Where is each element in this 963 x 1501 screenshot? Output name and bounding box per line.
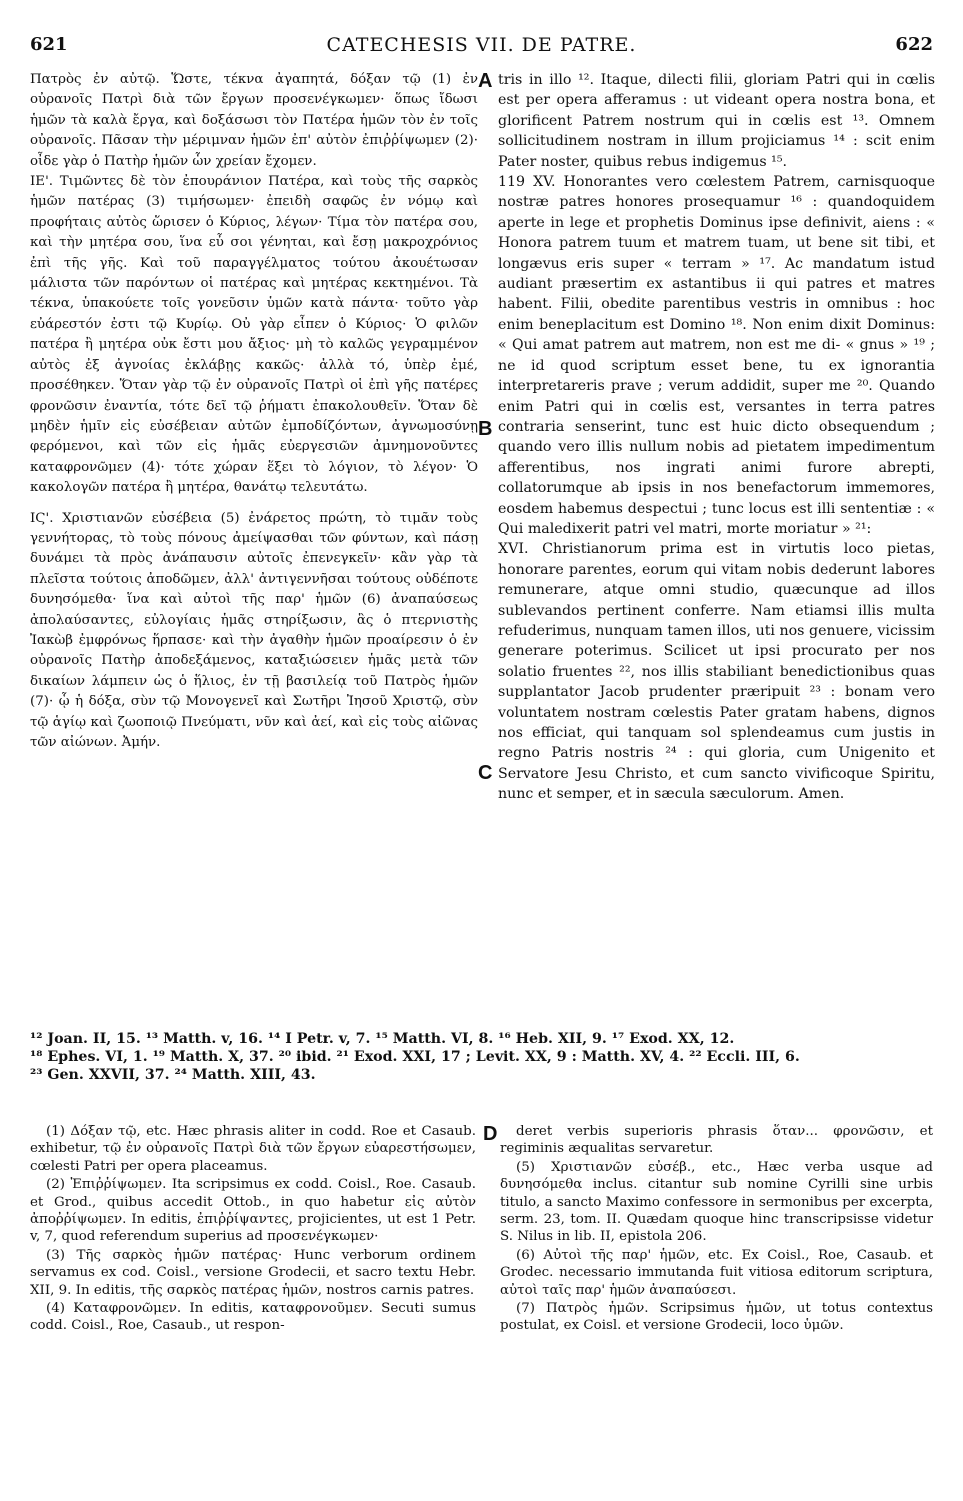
footnote: (7) Πατρὸς ἡμῶν. Scripsimus ἡμῶν, ut totus contextus postulat, ex Coisl. et versione Grodecii, loco ὑμῶν.: [500, 1301, 933, 1334]
margin-marker-b: B: [478, 418, 493, 440]
greek-paragraph: ΙΕ'. Τιμῶντες δὲ τὸν ἐπουράνιον Πατέρα, καὶ τοὺς τῆς σαρκὸς ἡμῶν πατέρας (3) τιμήσωμεν· ἐπειδὴ σαφῶς ἐν νόμῳ καὶ προφήταις αὐτὸς ὥρισεν ὁ Κύριος, λέγων· Τίμα τὸν πατέρα σου, καὶ τὴν μητέρα σου, ἵνα εὖ σοι γένηται, καὶ ἔσῃ μακροχρόνιος ἐπὶ τῆς γῆς. Καὶ τοῦ παραγγέλματος τούτου ἀκουέτωσαν μάλιστα τῶν παρόντων οἱ πατέρας καὶ μητέρας κεκτημένοι. Τὰ τέκνα, ὑπακούετε τοῖς γονεῦσιν ὑμῶν κατὰ πάντα· τοῦτο γὰρ εὐάρεστόν ἐστι τῷ Κυρίῳ. Οὐ γὰρ εἶπεν ὁ Κύριος· Ὁ φιλῶν πατέρα ἢ μητέρα οὐκ ἔστι μου ἄξιος· μὴ τὸ καλῶς γεγραμμένον αὐτὸς ἐξ ἀγνοίας ἐκλάβῃς κακῶς· ἀλλὰ τό, ὑπὲρ ἐμέ, προσέθηκεν. Ὅταν γὰρ τῷ ἐν οὐρανοῖς Πατρὶ οἱ ἐπὶ γῆς πατέρες φρονῶσιν ἐναντία, τότε δεῖ τῷ ῥήματι ἐπακολουθεῖν. Ὅταν δὲ μηδὲν ἡμῖν εἰς εὐσέβειαν αὐτῶν ἐμποδίζόντων, ἀγνωμοσύνῃ φερόμενοι, καὶ τῶν εἰς ἡμᾶς εὐεργεσιῶν ἀμνημονοῦντες καταφρονῶμεν (4)· τότε χώραν ἕξει τὸ λόγιον, τὸ λέγον· Ὁ κακολογῶν πατέρα ἢ μητέρα, θανάτῳ τελευτάτω.: [30, 174, 478, 496]
latin-column: [498, 70, 935, 805]
footnote: (5) Χριστιανῶν εὐσέβ., etc., Hæc verba usque ad δυνησόμεθα inclus. citantur sub nomine Cyrilli sine urbis titulo, a sancto Maximo confessore in sermonibus per excerpta, serm. 23, tom. II. Quædam quoque hinc transcripsisse videtur S. Nilus in lib. II, epistola 206.: [500, 1159, 933, 1245]
reference-line: ²³ Gen. XXVII, 37. ²⁴ Matth. XIII, 43.: [30, 1067, 316, 1083]
margin-marker-a: A: [478, 70, 493, 92]
margin-marker-d: D: [483, 1123, 498, 1145]
margin-marker-c: C: [478, 762, 493, 784]
right-page-number: 622: [895, 34, 933, 55]
latin-paragraph: XVI. Christianorum prima est in virtutis loco pietas, honorare parentes, eorum qui vitam nobis dederunt labores remunerare, atque omni studio, quæcunque ad illos sublevandos pertinent conferre. Nam etiamsi illis multa refuderimus, nunquam tamen illos, uti nos genuere, vicissim generare poterimus. Scilicet ut ipsi procurato per nos solatio fruentes ²², nos illis stabiliant benedictionibus quas supplantator Jacob prudenter præripuit ²³ : bonam vero voluntatem nostram cœlestis Pater gratam habens, dignos nos efficiat, qui tanquam sol splendeamus cum justis in regno Patris nostris ²⁴ : qui gloria, cum Unigenito et Servatore Jesu Christo, et cum sancto vivificoque Spiritu, nunc et semper, et in sæcula sæculorum. Amen.: [498, 541, 935, 803]
running-header: [30, 34, 933, 60]
notes-right-column: [500, 1123, 933, 1336]
reference-line: ¹² Joan. II, 15. ¹³ Matth. v, 16. ¹⁴ I Petr. v, 7. ¹⁵ Matth. VI, 8. ¹⁶ Heb. XII, 9. ¹⁷ Exod. XX, 12.: [30, 1031, 735, 1047]
greek-column: [30, 70, 478, 753]
running-title: CATECHESIS VII. DE PATRE.: [326, 34, 637, 56]
greek-paragraph: ΙϚ'. Χριστιανῶν εὐσέβεια (5) ἐνάρετος πρώτη, τὸ τιμᾶν τοὺς γεννήτορας, τὸ τοὺς πόνους ἀμείψασθαι τῶν φύντων, καὶ πάσῃ δυνάμει τὰ πρὸς ἀνάπαυσιν αὐτοῖς ἐπενεγκεῖν· κἂν γὰρ τὰ πλεῖστα τούτοις ἀποδῶμεν, ἀλλ' ἀντιγεννῆσαι τούτους οὐδέποτε δυνησόμεθα· ἵνα καὶ αὐτοὶ τῆς παρ' ἡμῶν (6) ἀναπαύσεως ἀπολαύσαντες, εὐλογίαις ἡμᾶς στηρίξωσιν, ἃς ὁ πτερνιστὴς Ἰακὼβ ἐμφρόνως ἥρπασε· καὶ τὴν ἀγαθὴν ἡμῶν προαίρεσιν ὁ ἐν οὐρανοῖς Πατὴρ ἀποδεξάμενος, καταξιώσειεν ἡμᾶς μετὰ τῶν δικαίων λάμπειν ὡς ὁ ἥλιος, ἐν τῇ βασιλείᾳ τοῦ Πατρὸς ἡμῶν (7)· ᾧ ἡ δόξα, σὺν τῷ Μονογενεῖ καὶ Σωτῆρι Ἰησοῦ Χριστῷ, σὺν τῷ ἁγίῳ καὶ ζωοποιῷ Πνεύματι, νῦν καὶ ἀεί, καὶ εἰς τοὺς αἰῶνας τῶν αἰώνων. Ἀμήν.: [30, 510, 478, 750]
notes-left-column: [30, 1123, 476, 1336]
reference-line: ¹⁸ Ephes. VI, 1. ¹⁹ Matth. X, 37. ²⁰ ibid. ²¹ Exod. XXI, 17 ; Levit. XX, 9 : Matth. XV, 4. ²² Eccli. III, 6.: [30, 1049, 800, 1065]
left-page-number: 621: [30, 34, 68, 55]
greek-paragraph: Πατρὸς ἐν αὐτῷ. Ὥστε, τέκνα ἀγαπητά, δόξαν τῷ (1) ἐν οὐρανοῖς Πατρὶ διὰ τῶν ἔργων προσενέγκωμεν· ὅπως ἴδωσι ἡμῶν τὰ καλὰ ἔργα, καὶ δοξάσωσι τὸν Πατέρα ἡμῶν τὸν ἐν τοῖς οὐρανοῖς. Πᾶσαν τὴν μέριμναν ἡμῶν ἐπ' αὐτὸν ἐπιῤῥίψωμεν (2)· οἶδε γὰρ ὁ Πατὴρ ἡμῶν ὧν χρείαν ἔχομεν.: [30, 72, 478, 169]
latin-paragraph: 119 XV. Honorantes vero cœlestem Patrem, carnisquoque nostræ patres honores prosequamur ¹⁶ : quandoquidem aperte in lege et prophetis Dominus ipse definivit, aiens : « Honora patrem tuum et matrem tuam, ut bene sit tibi, et longævus eris super « terram » ¹⁷. Ac mandatum istud audiant præsertim ex astantibus ii qui patres et matres habent. Filii, obedite parentibus vestris in omnibus : hoc enim beneplacitum est Domino ¹⁸. Non enim dixit Dominus: « Qui amat patrem aut matrem, non est me di- « gnus » ¹⁹ ; ne id quod scriptum esset bene, tu ex ignorantia interpretareris prave ; verum addidit, super me ²⁰. Quando enim Patri qui in cœlis est, versantes in terra patres contraria senserint, tunc est huic dicto obsequendum ; quando vero illis nullum nobis ad pietatem impedimentum afferentibus, nos ingrati animi furore abrepti, collatorumque ab ipsis in nos benefactorum immemores, eosdem habemus despectui ; tunc locus est illi sententiæ : « Qui maledixerit patri vel matri, morte moriatur » ²¹:: [498, 174, 935, 537]
footnote: (2) Ἐπιῤῥίψωμεν. Ita scripsimus ex codd. Coisl., Roe. Casaub. et Grod., quibus accedit Ottob., in quo habetur εἰς αὐτὸν ἀποῤῥίψωμεν. In editis, ἐπιῤῥίψαντες, projicientes, ut est 1 Petr. v, 7, quod referendum superius ad προσενέγκωμεν·: [30, 1177, 476, 1245]
footnote: (3) Τῆς σαρκὸς ἡμῶν πατέρας· Hunc verborum ordinem servamus ex cod. Coisl., versione Grodecii, et sacro textu Hebr. XII, 9. In editis, τῆς σαρκὸς πατέρας ἡμῶν, nostros carnis patres.: [30, 1247, 476, 1298]
latin-paragraph: tris in illo ¹². Itaque, dilecti filii, gloriam Patri qui in cœlis est per opera afferamus : ut videant opera nostra bona, et glorificent Patrem nostrum qui in cœlis est ¹³. Omnem sollicitudinem nostram in illum projiciamus ¹⁴ : scit enim Pater noster, quibus rebus indigemus ¹⁵.: [498, 72, 935, 170]
footnote: (1) Δόξαν τῷ, etc. Hæc phrasis aliter in codd. Roe et Casaub. exhibetur, τῷ ἐν οὐρανοῖς Πατρὶ διὰ τῶν ἔργων εὐαρεστήσωμεν, cœlesti Patri per opera placeamus.: [30, 1124, 476, 1174]
footnote: (6) Αὐτοὶ τῆς παρ' ἡμῶν, etc. Ex Coisl., Roe, Casaub. et Grodec. necessario immutanda fuit vitiosa editorum scriptura, αὐτοὶ ταῖς παρ' ἡμῶν ἀναπαύσεσι.: [500, 1247, 933, 1298]
footnote: (4) Καταφρονῶμεν. In editis, καταφρονοῦμεν. Secuti sumus codd. Coisl., Roe, Casaub., ut respon-: [30, 1301, 476, 1334]
scripture-references: [30, 1030, 933, 1084]
footnote: deret verbis superioris phrasis ὅταν... φρονῶσιν, et regiminis æqualitas servaretur.: [500, 1124, 933, 1157]
